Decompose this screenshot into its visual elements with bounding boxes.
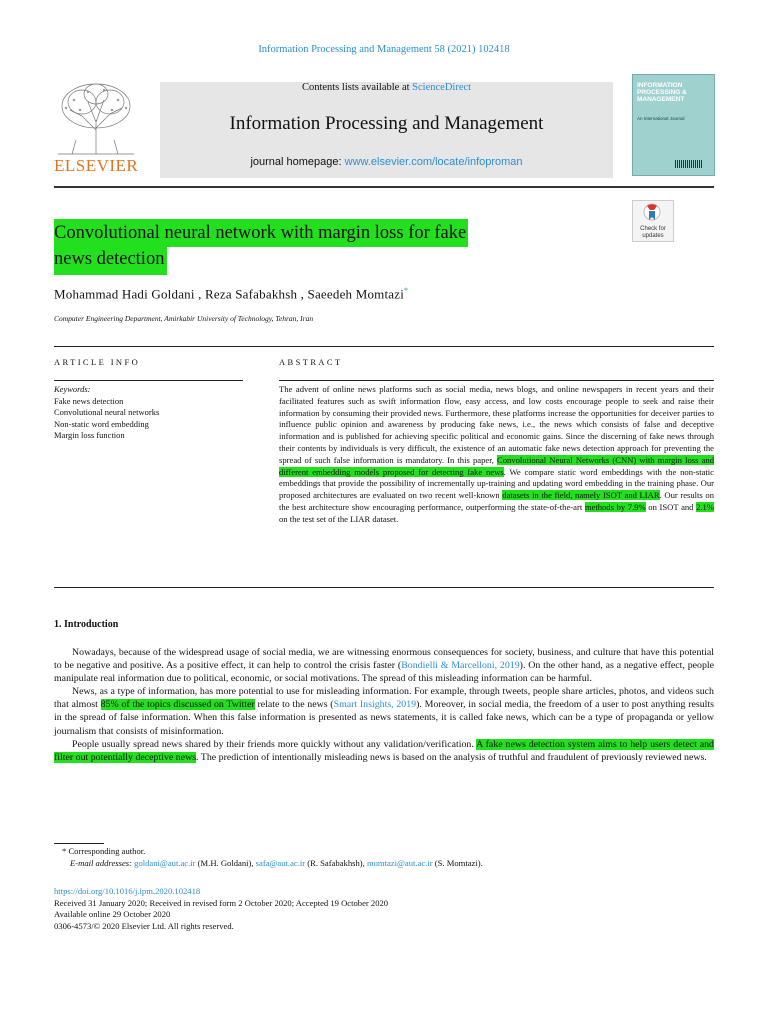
abstract-part: . We compare static word embeddings with the non-static embeddings that provide the possibility of incrementally up-training and updating word embedding in the training phase. Our proposed architectures are evaluated on two recent well-known [279, 466, 714, 501]
citation-link[interactable]: Bondielli & Marcelloni, 2019 [401, 660, 520, 672]
intro-text: ). Moreover, in social media, the freedom of a user to post anything results in the spread of false information. When this false information is presented as news statements, it is called fake news, which can be a type of propaganda or yellow journalism that consists of misinformation. [54, 699, 714, 737]
email-link[interactable]: goldani@aut.ac.ir [134, 857, 196, 868]
cover-subtitle: An International Journal [637, 116, 685, 121]
abstract-heading: ABSTRACT [279, 357, 343, 367]
journal-homepage [160, 156, 613, 168]
journal-citation[interactable]: Information Processing and Management 58 (2021) 102418 [258, 44, 510, 55]
abstract-highlight: Convolutional Neural Networks (CNN) with margin loss and different embedding models proposed for detecting fake news [279, 454, 715, 477]
abstract-part: The advent of online news platforms such as social media, news blogs, and online newspapers in recent years and their facilitated features such as swift information flow, easy access, and low costs encourage people to seek and raise their information by consuming their provided news. Furthermore, these platforms increase the opportunities for deceiver parties to influence public opinion and awareness by producing fake news, i.e., the news which consists of false and deceptive information and is published for achieving specific political and economic gains. Since the discerning of fake news through their contents by individuals is very difficult, the existence of an automatic fake news detection approach for preventing the spread of such false information is mandatory. In this paper, [279, 384, 714, 465]
available-online: Available online 29 October 2020 [54, 909, 171, 919]
intro-text: People usually spread news shared by their friends more quickly without any validation/verification. [72, 738, 477, 750]
abstract-part: on the test set of the LIAR dataset. [279, 513, 399, 524]
abstract-rule [279, 380, 714, 381]
article-title [54, 220, 532, 272]
email-owner: (M.H. Goldani), [195, 857, 256, 868]
abstract-part: . Our results on the best architecture show encouraging performance, outperforming the state-of-the-art [279, 490, 714, 512]
abstract-highlight: 2.1% [696, 501, 715, 512]
contents-line [160, 82, 613, 93]
intro-text: relate to the news ( [254, 699, 334, 711]
intro-highlight: 85% of the topics discussed on Twitter [100, 699, 255, 711]
keyword-item: Non-static word embedding [54, 418, 149, 429]
copyright: 0306-4573/© 2020 Elsevier Ltd. All rights reserved. [54, 920, 234, 931]
keywords-block [54, 384, 159, 442]
intro-text: ). On the other hand, as a negative effect, people manipulate real information due to political, economic, or social motivations. The spread of this misleading information can be harmful. [54, 660, 715, 685]
intro-paragraph-2 [54, 685, 714, 737]
doi-link[interactable]: https://doi.org/10.1016/j.ipm.2020.102418 [54, 886, 201, 896]
abstract-part: on ISOT and [645, 501, 697, 512]
corresponding-note: * Corresponding author. [62, 846, 146, 856]
corresponding-mark[interactable]: * [404, 286, 409, 295]
introduction-body [54, 646, 714, 764]
crossmark-label: Check for updates [640, 226, 666, 239]
keywords-label: Keywords: [54, 384, 91, 394]
keyword-item: Margin loss function [54, 430, 125, 440]
abstract-bottom-rule [54, 587, 714, 588]
info-left-rule [54, 380, 243, 381]
cover-title: INFORMATION PROCESSING & MANAGEMENT [637, 82, 687, 103]
info-top-rule [54, 346, 714, 347]
abstract-highlight: datasets in the field, namely ISOT and LIAR [502, 490, 660, 501]
title-line-2: news detection [54, 247, 167, 275]
intro-paragraph-3 [54, 738, 714, 764]
section-heading-introduction: 1. Introduction [54, 619, 119, 630]
intro-text: Nowadays, because of the widespread usage of social media, we are witnessing enormous consequences for society, business, and culture that have this potential to be negative and positive. As a positive effect, it can help to control the crisis faster ( [54, 647, 714, 672]
footnote [62, 846, 483, 869]
title-line-1: Convolutional neural network with margin loss for fake [54, 219, 468, 247]
authors-text[interactable]: Mohammad Hadi Goldani , Reza Safabakhsh , Saeedeh Momtazi [54, 286, 405, 302]
journal-title[interactable]: Information Processing and Management [229, 113, 544, 134]
intro-paragraph-1 [54, 646, 714, 685]
header-rule [54, 186, 714, 188]
contents-prefix: Contents lists available at [301, 82, 413, 93]
affiliation: Computer Engineering Department, Amirkabir University of Technology, Tehran, Iran [54, 314, 314, 323]
cover-barcode [675, 160, 703, 168]
homepage-prefix: journal homepage: [250, 156, 345, 168]
author-list [54, 286, 408, 302]
email-link[interactable]: safa@aut.ac.ir [255, 857, 306, 868]
received-dates: Received 31 January 2020; Received in revised form 2 October 2020; Accepted 19 October 2020 [54, 897, 389, 908]
homepage-link[interactable]: www.elsevier.com/locate/infoproman [344, 156, 523, 168]
footnote-rule [54, 843, 104, 844]
keyword-item: Convolutional neural networks [54, 407, 160, 417]
keyword-item: Fake news detection [54, 395, 124, 406]
intro-text: . The prediction of intentionally misleading news is based on the analysis of truthful and fraudulent of previously reviewed news. [196, 751, 707, 763]
intro-text: News, as a type of information, has more potential to use for misleading information. For example, through tweets, people share articles, photos, and videos such that almost [54, 686, 714, 711]
publication-info [54, 886, 388, 932]
elsevier-wordmark[interactable]: ELSEVIER [54, 156, 139, 175]
email-link[interactable]: momtazi@aut.ac.ir [366, 857, 433, 868]
abstract-highlight: methods by 7.9% [584, 501, 646, 512]
sciencedirect-link[interactable]: ScienceDirect [412, 82, 472, 93]
abstract-text [279, 384, 714, 526]
email-label: E-mail addresses: [70, 857, 135, 868]
crossmark-icon [642, 202, 662, 224]
citation-link[interactable]: Smart Insights, 2019 [333, 699, 417, 711]
email-owner: (R. Safabakhsh), [305, 857, 367, 868]
intro-highlight: A fake news detection system aims to help users detect and filter out potentially deceptive news [54, 738, 714, 763]
email-owner: (S. Momtazi). [432, 857, 483, 868]
email-line [62, 858, 483, 870]
article-info-heading: ARTICLE INFO [54, 357, 141, 367]
elsevier-tree-logo [52, 80, 140, 156]
